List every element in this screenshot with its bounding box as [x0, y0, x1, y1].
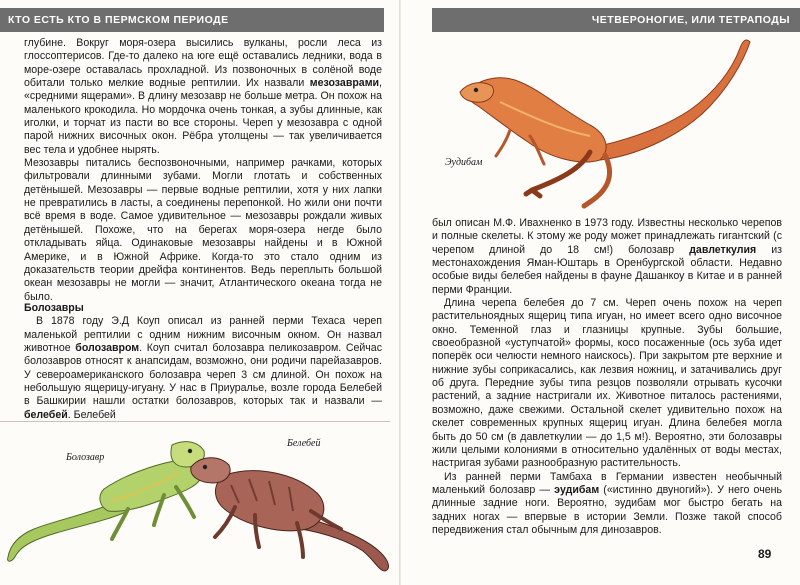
paragraph-belebey-description: был описан М.Ф. Ивахненко в 1973 году. Известны несколько черепов и полные скелеты. К этому же роду может принадлежать гигантский (с черепом длиной до 18 см!) болозавр давлеткулия из местонахождения Яман-Юштарь в Оренбургской области. Недавно особые виды белебея найдены в фауне Дашанкоу в Китае и в ранней перми Франции.: [432, 217, 783, 296]
term-belebey: белебей: [24, 408, 68, 421]
right-text-block: [432, 217, 782, 537]
illustration-divider: [0, 421, 390, 422]
paragraph-eudibamus: Из ранней перми Тамбаха в Германии известен необычный маленький болозавр — эудибам («истинно двуногий»). У него очень длинные задние ноги. Вероятно, эудибам мог быстро бегать на задних ногах — впервые в истории Земли. Позже такой способ передвижения стал обычным для динозавров.: [432, 470, 782, 536]
term-eudibamus: эудибам: [554, 483, 600, 496]
term-bolosaurus: болозавром: [75, 342, 140, 355]
page-number: 89: [758, 547, 772, 561]
left-text-block-1: [24, 37, 382, 304]
belebey-illustration: [185, 445, 395, 575]
bolosaurus-illustration: [4, 425, 214, 565]
paragraph-belebey-skull: Длина черепа белебея до 7 см. Череп очень похож на череп растительноядных ящериц типа игуан, но имеет всего одно височное окно. Теменной глаз и глазницы крупные. Зубы большие, своеобразной «уступчатой» формы, косо посаженные (ось зуба идет поперёк оси челюсти немного наискось). При закрытом рте верхние и нижние зубы соприкасались, как лезвия ножниц, и затачивались друг об друга. Передние зубы типа резцов позволяли отрывать кусочки растений, а задние настригали их. Животное питалось растениями, возможно, даже свежими. Остальной скелет удивительно похож на скелет современных крупных ящериц игуан. Длина белебея могла быть до 50 см (в давлеткулии — до 1,5 м!). Вероятно, эти болозавры жили целыми колониями в относительно удалённых от воды местах, настригая зубами разнообразную растительность.: [432, 297, 782, 470]
term-davletkulia: давлеткулия: [689, 243, 757, 256]
section-heading-bolosaurs: Болозавры: [24, 302, 84, 314]
term-mesosaurs: мезозаврами: [309, 77, 380, 90]
left-running-header: КТО ЕСТЬ КТО В ПЕРМСКОМ ПЕРИОДЕ: [0, 8, 384, 32]
caption-bolosaurus: Болозавр: [66, 452, 105, 463]
eudibamus-illustration: [440, 30, 760, 215]
caption-eudibamus: Эудибам: [445, 157, 483, 168]
paragraph-mesosaurs-diet: Мезозавры питались беспозвоночными, например рачками, которых фильтровали длинными зубами. Могли глотать и собственных детёнышей. Мезозавры — первые водные рептилии, хотя у них лапки не превратились в ласты, а соединены перепонкой. Но жили они почти всё время в воде. Самое удивительное — мезозавры рождали живых детёнышей. Похоже, что на берегах моря-озера негде было откладывать яйца. Одинаковые мезозавры найдены и в Южной Америке, и в Южной Африке. Когда-то это стало одним из доказательств теории дрейфа континентов. Ведь переплыть большой океан мезозавры не могли — значит, Атлантического океана тогда не было.: [24, 157, 382, 303]
right-running-header: ЧЕТВЕРОНОГИЕ, ИЛИ ТЕТРАПОДЫ: [432, 8, 800, 32]
book-spine: [399, 0, 401, 585]
caption-belebey: Белебей: [287, 438, 321, 449]
paragraph-bolosaurs: В 1878 году Э.Д Коуп описал из ранней перми Техаса череп маленькой рептилии с одним нижним височным окном. Он назвал животное болозавром. Коуп считал болозавра пеликозавром. Сейчас болозавров относят к анапсидам, возможно, они родичи парейазавров. У североамериканского болозавра череп 3 см длиной. Он похож на небольшую ящерицу-игуану. У нас в Приуралье, возле города Белебей в Башкирии нашли остатки болозавров, которых так и назвали — белебей. Белебей: [24, 315, 382, 421]
paragraph-mesosaurs: глубине. Вокруг моря-озера высились вулканы, росли леса из глоссоптерисов. Где-то далеко на юге ещё оставались ледники, вода в море-озере оставалась прохладной. Из позвоночных в солёной воде обитали только мелкие водные рептилии. Их назвали мезозаврами, «средними ящерами». В длину мезозавр не больше метра. Он похож на маленького крокодила. Но мордочка очень тонкая, а зубы длинные, как иголки, и торчат из пасти во все стороны. Череп у мезозавра с одной парой нижних височных окон. Рёбра утолщены — так увеличивается вес тела и удобнее нырять.: [24, 37, 382, 156]
left-text-block-2: [24, 302, 382, 422]
